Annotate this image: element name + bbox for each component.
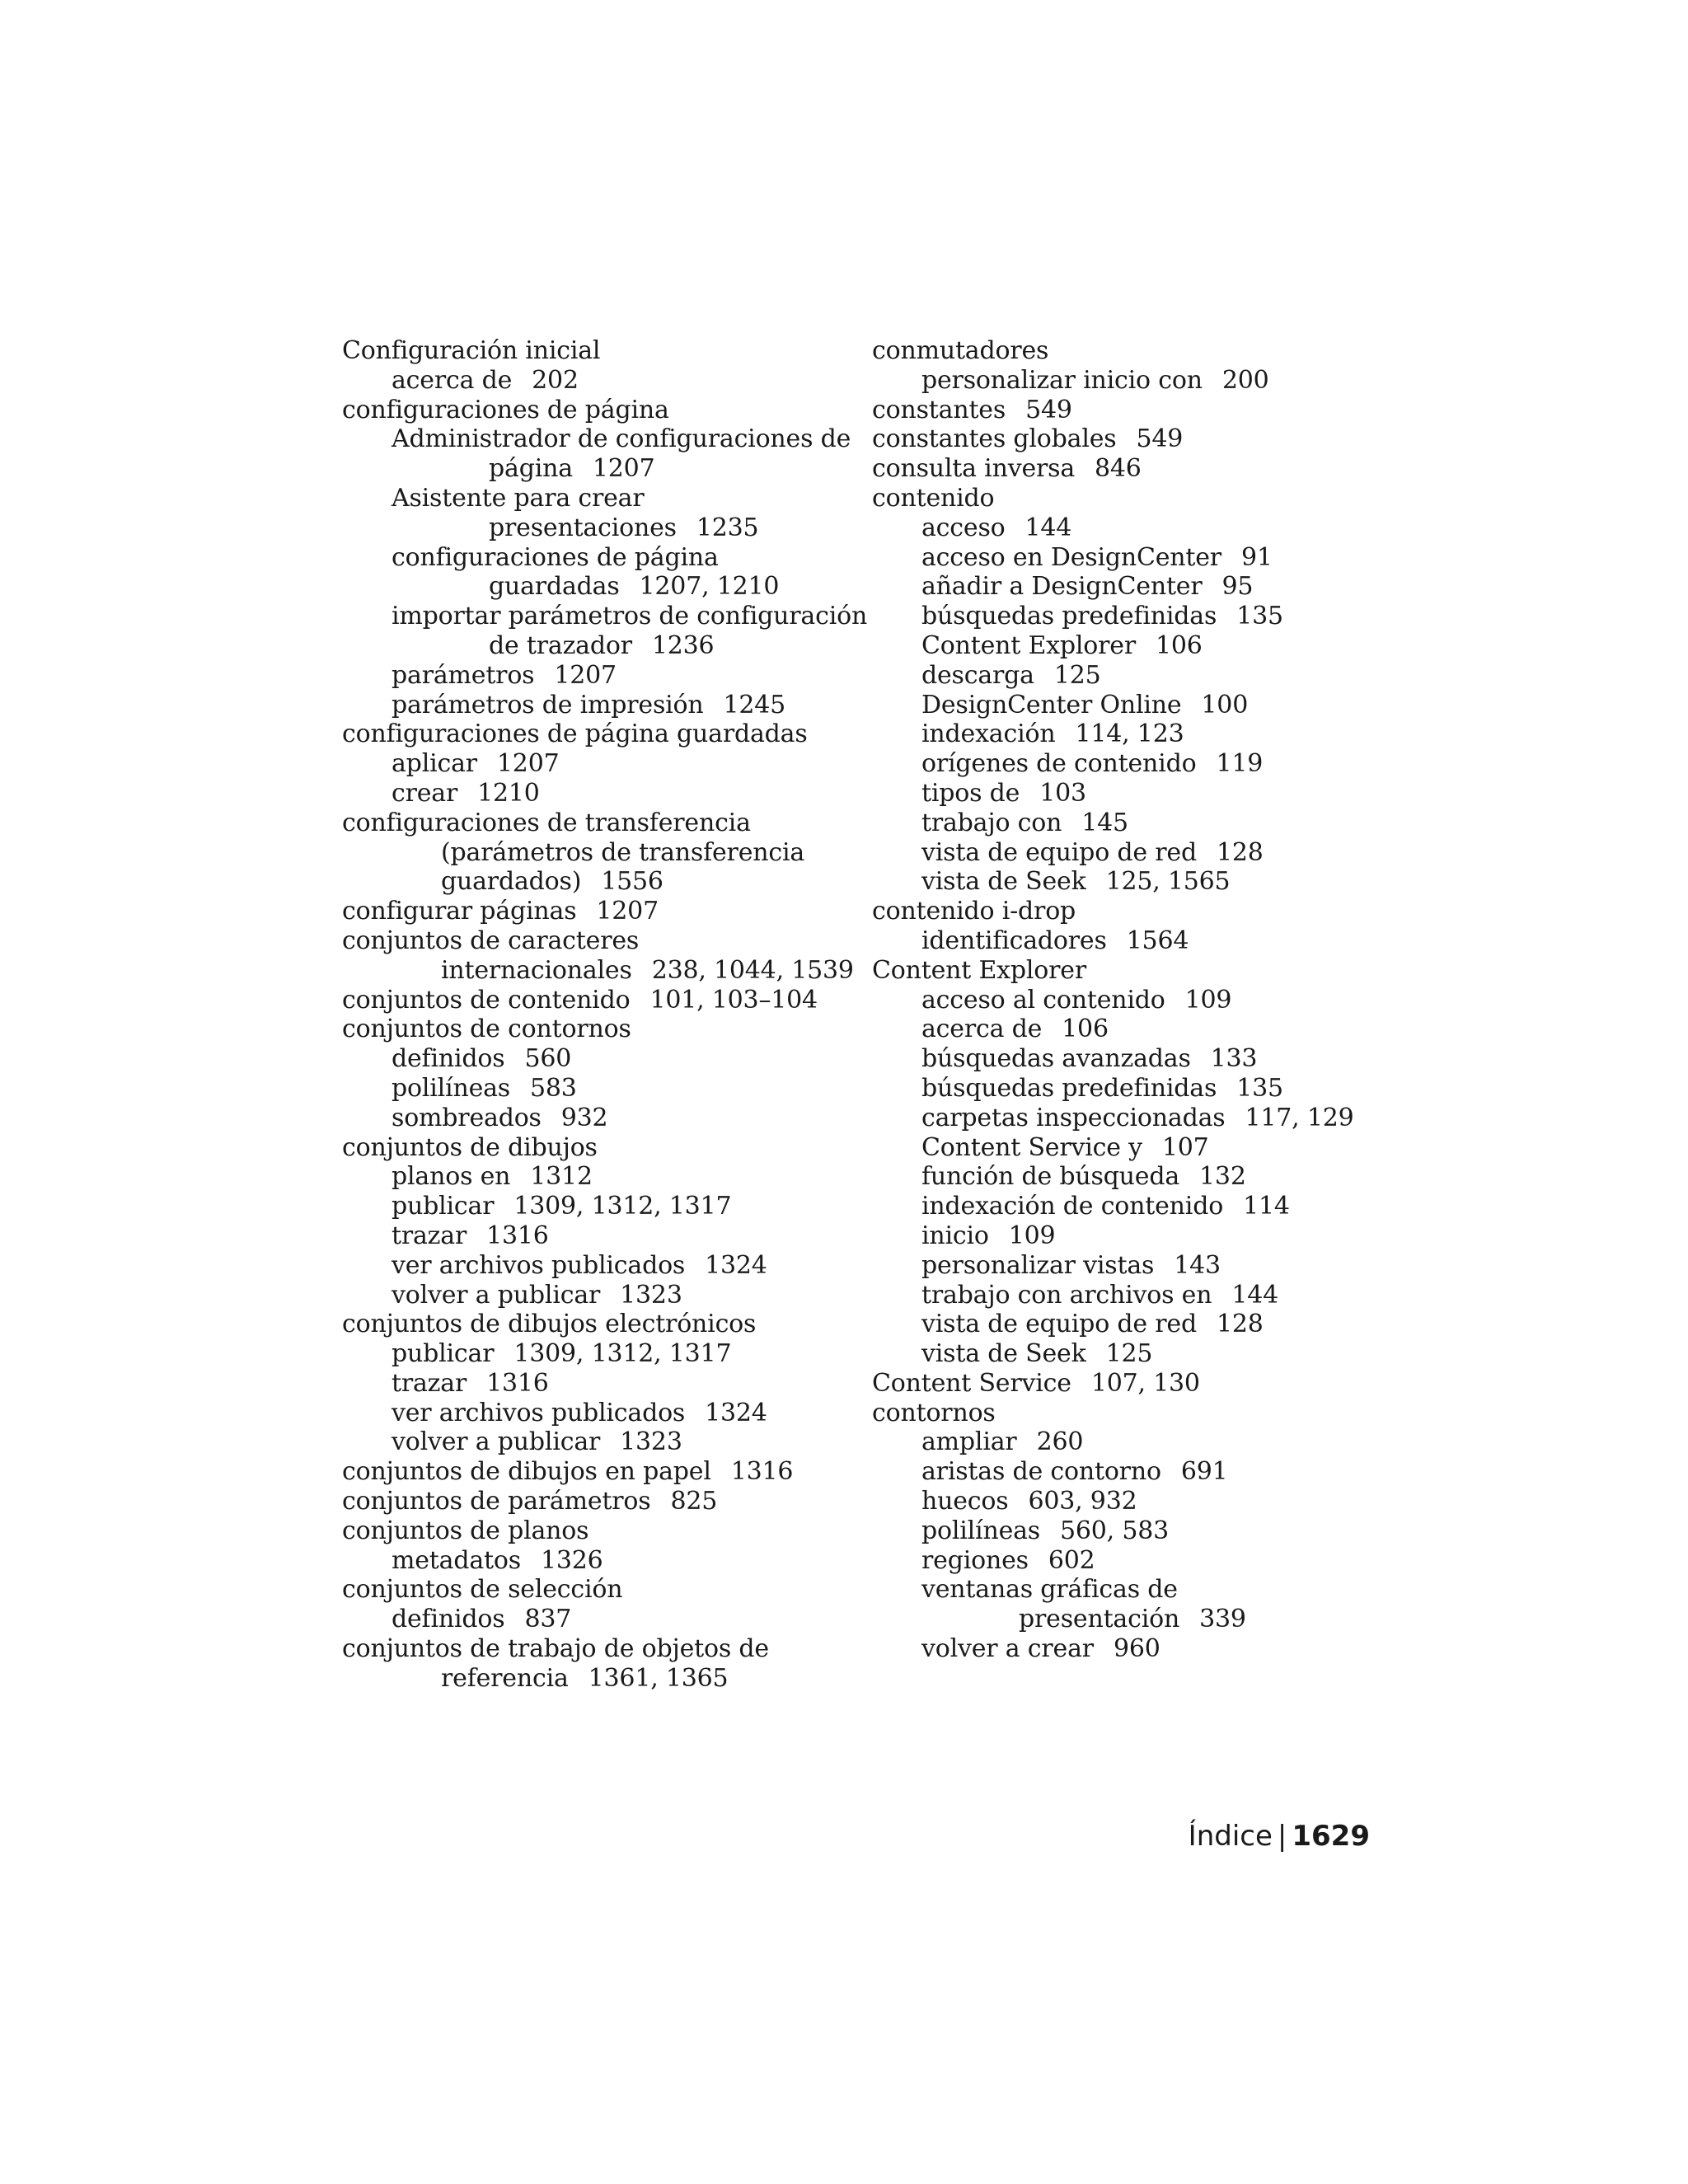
index-entry-pages: 1556: [601, 867, 663, 897]
index-entry-text: Content Service: [872, 1368, 1071, 1398]
index-entry: [872, 631, 1400, 661]
index-entry: [872, 838, 1400, 868]
index-entry-text: regiones: [921, 1545, 1029, 1575]
index-entry-text: presentación: [1019, 1605, 1180, 1634]
index-entry-text: volver a crear: [921, 1634, 1094, 1664]
index-entry-text: crear: [392, 778, 458, 808]
footer-section-label: Índice: [1188, 1820, 1273, 1853]
index-entry-text: vista de Seek: [921, 867, 1086, 897]
index-entry-pages: 125: [1105, 1339, 1153, 1369]
index-entry: [342, 1399, 870, 1428]
index-entry: [872, 661, 1400, 691]
index-entry-text: conjuntos de selección: [342, 1575, 623, 1605]
index-entry-pages: 1316: [730, 1457, 794, 1487]
index-entry: [342, 1339, 870, 1369]
index-entry-pages: 837: [524, 1605, 572, 1634]
index-entry-text: conjuntos de parámetros: [342, 1487, 651, 1516]
index-entry-text: acerca de: [921, 1015, 1043, 1044]
index-entry-text: conjuntos de contornos: [342, 1015, 631, 1044]
index-entry-pages: 960: [1113, 1634, 1160, 1664]
index-entry-text: volver a publicar: [392, 1280, 601, 1310]
index-entry-pages: 144: [1231, 1280, 1279, 1310]
index-entry-pages: 1323: [620, 1280, 682, 1310]
index-entry-pages: 143: [1174, 1250, 1221, 1280]
index-entry-pages: 1207, 1210: [639, 572, 780, 602]
index-entry-text: ver archivos publicados: [392, 1398, 686, 1427]
index-entry-text: búsquedas predefinidas: [921, 602, 1217, 631]
index-entry: [342, 513, 870, 543]
index-entry: [342, 1516, 870, 1546]
index-entry-pages: 846: [1095, 454, 1142, 484]
page-footer: [1189, 1820, 1370, 1853]
index-entry: [872, 1605, 1400, 1634]
index-entry-text: conjuntos de dibujos electrónicos: [342, 1310, 757, 1339]
index-entry-text: ventanas gráficas de: [921, 1575, 1178, 1605]
index-entry-pages: 135: [1236, 1073, 1283, 1103]
index-entry-text: conjuntos de trabajo de objetos de: [342, 1634, 769, 1664]
index-entry: [342, 1310, 870, 1339]
index-entry-pages: 135: [1236, 602, 1283, 631]
index-entry-pages: 101, 103–104: [649, 985, 818, 1015]
index-entry-pages: 103: [1039, 778, 1086, 808]
index-entry: [342, 1044, 870, 1074]
index-entry: [342, 1575, 870, 1605]
index-entry-text: configuraciones de página: [342, 395, 669, 424]
index-entry: [342, 986, 870, 1015]
index-column-right: [872, 336, 1400, 1664]
index-entry-text: orígenes de contenido: [921, 749, 1197, 779]
index-entry-pages: 1564: [1126, 926, 1189, 955]
index-entry-text: volver a publicar: [392, 1427, 601, 1457]
index-entry-pages: 119: [1216, 749, 1264, 779]
index-entry-text: acceso en DesignCenter: [921, 542, 1221, 572]
index-entry-text: definidos: [392, 1044, 505, 1074]
index-entry: [342, 1104, 870, 1133]
index-entry: [342, 396, 870, 425]
index-entry-pages: 1309, 1312, 1317: [513, 1192, 732, 1221]
index-entry-pages: 1312: [530, 1162, 593, 1192]
index-entry: [872, 1221, 1400, 1251]
index-entry: [872, 1310, 1400, 1339]
index-entry-text: contenido i-drop: [872, 897, 1076, 926]
index-entry: [872, 513, 1400, 543]
index-entry-text: indexación de contenido: [921, 1192, 1224, 1221]
index-entry-pages: 109: [1184, 985, 1232, 1015]
index-entry-pages: 691: [1180, 1457, 1228, 1487]
index-entry: [872, 1575, 1400, 1605]
index-entry-text: Content Explorer: [921, 630, 1136, 660]
index-entry: [872, 956, 1400, 986]
index-entry-text: Content Explorer: [872, 955, 1086, 985]
index-entry-text: trazar: [392, 1221, 467, 1250]
index-entry-text: personalizar inicio con: [921, 365, 1203, 395]
index-entry: [342, 926, 870, 956]
index-entry-text: vista de equipo de red: [921, 1310, 1197, 1339]
index-entry: [872, 749, 1400, 779]
index-entry: [342, 749, 870, 779]
index-entry-text: parámetros de impresión: [392, 690, 704, 719]
index-entry-text: huecos: [921, 1487, 1009, 1516]
index-entry-text: referencia: [441, 1663, 569, 1693]
index-entry-pages: 106: [1155, 630, 1203, 660]
index-entry: [342, 1369, 870, 1399]
index-entry: [342, 808, 870, 838]
index-entry-text: polilíneas: [921, 1516, 1041, 1545]
index-entry-pages: 1210: [477, 778, 540, 808]
index-entry-pages: 100: [1201, 690, 1249, 719]
index-entry-text: función de búsqueda: [921, 1162, 1180, 1192]
index-entry: [342, 484, 870, 513]
index-entry: [342, 602, 870, 631]
index-entry-text: conjuntos de contenido: [342, 985, 631, 1015]
index-entry: [872, 1074, 1400, 1104]
footer-page-number: 1629: [1292, 1820, 1370, 1853]
index-entry: [872, 1546, 1400, 1576]
index-entry-text: conjuntos de planos: [342, 1516, 589, 1545]
index-entry: [342, 897, 870, 926]
index-entry-pages: 1236: [651, 630, 715, 660]
index-entry: [342, 572, 870, 602]
index-entry-pages: 128: [1216, 837, 1264, 867]
index-entry-pages: 1323: [620, 1427, 682, 1457]
index-entry: [872, 454, 1400, 484]
index-entry-pages: 260: [1036, 1427, 1084, 1457]
index-entry-text: trazar: [392, 1368, 467, 1398]
index-entry-text: carpetas inspeccionadas: [921, 1103, 1226, 1132]
index-entry-pages: 1207: [554, 660, 617, 690]
index-entry-pages: 109: [1008, 1221, 1056, 1250]
index-entry: [342, 1192, 870, 1221]
index-entry: [872, 808, 1400, 838]
footer-separator: |: [1277, 1820, 1287, 1853]
index-entry-pages: 1361, 1365: [588, 1663, 729, 1693]
index-entry-text: inicio: [921, 1221, 989, 1250]
index-entry-text: añadir a DesignCenter: [921, 572, 1203, 602]
index-entry-text: contenido: [872, 483, 995, 513]
index-entry-text: configurar páginas: [342, 897, 577, 926]
index-entry-pages: 128: [1216, 1310, 1264, 1339]
index-entry-text: constantes: [872, 395, 1006, 424]
index-entry-text: constantes globales: [872, 424, 1117, 454]
index-entry-text: publicar: [392, 1339, 495, 1369]
index-entry: [342, 366, 870, 396]
index-entry-text: Configuración inicial: [342, 336, 601, 365]
index-entry: [872, 1516, 1400, 1546]
index-entry-text: publicar: [392, 1192, 495, 1221]
index-entry-pages: 114: [1243, 1192, 1290, 1221]
index-entry-pages: 1316: [486, 1368, 549, 1398]
index-entry: [342, 1162, 870, 1192]
index-entry-text: acerca de: [392, 365, 513, 395]
index-entry-text: ver archivos publicados: [392, 1250, 686, 1280]
index-entry-text: planos en: [392, 1162, 511, 1192]
index-entry-text: presentaciones: [489, 513, 677, 542]
index-entry: [872, 1133, 1400, 1163]
index-entry-pages: 91: [1240, 542, 1273, 572]
index-entry-pages: 145: [1081, 808, 1128, 837]
index-entry-pages: 202: [532, 365, 579, 395]
index-entry: [342, 661, 870, 691]
index-entry-text: configuraciones de página: [392, 542, 719, 572]
index-entry-text: Administrador de configuraciones de: [392, 424, 851, 454]
index-entry-pages: 1309, 1312, 1317: [513, 1339, 732, 1369]
index-entry-text: importar parámetros de configuración: [392, 602, 868, 631]
index-entry-pages: 932: [560, 1103, 608, 1132]
index-entry-pages: 200: [1221, 365, 1269, 395]
index-entry-pages: 602: [1048, 1545, 1095, 1575]
index-entry-text: aristas de contorno: [921, 1457, 1161, 1487]
index-entry: [872, 1192, 1400, 1221]
index-entry-pages: 144: [1025, 513, 1072, 542]
index-entry: [872, 867, 1400, 897]
index-entry: [872, 396, 1400, 425]
index-entry: [872, 424, 1400, 454]
index-entry: [872, 1281, 1400, 1310]
index-entry-text: búsquedas avanzadas: [921, 1044, 1191, 1074]
index-entry-text: ampliar: [921, 1427, 1017, 1457]
index-entry-text: descarga: [921, 660, 1034, 690]
index-entry-text: configuraciones de página guardadas: [342, 719, 808, 749]
index-entry: [342, 1015, 870, 1044]
index-entry-text: trabajo con archivos en: [921, 1280, 1212, 1310]
index-entry: [342, 336, 870, 366]
index-entry: [872, 1487, 1400, 1516]
index-entry-text: Asistente para crear: [392, 483, 645, 513]
index-entry-text: definidos: [392, 1605, 505, 1634]
index-entry-pages: 114, 123: [1075, 719, 1184, 749]
index-column-left: [342, 336, 870, 1694]
index-entry-text: trabajo con: [921, 808, 1062, 837]
index-entry-pages: 1207: [592, 454, 655, 484]
index-entry-text: internacionales: [441, 955, 632, 985]
index-entry-text: (parámetros de transferencia: [441, 837, 805, 867]
index-entry: [872, 1162, 1400, 1192]
index-entry-pages: 1207: [496, 749, 560, 779]
index-entry-text: parámetros: [392, 660, 535, 690]
index-entry-pages: 95: [1221, 572, 1254, 602]
index-entry-text: vista de Seek: [921, 1339, 1086, 1369]
index-entry: [342, 691, 870, 720]
index-entry-text: acceso: [921, 513, 1006, 542]
index-entry-text: identificadores: [921, 926, 1107, 955]
index-entry-text: contornos: [872, 1398, 996, 1427]
index-entry-pages: 1316: [486, 1221, 549, 1250]
index-entry-text: tipos de: [921, 778, 1020, 808]
index-entry: [872, 484, 1400, 513]
index-entry-pages: 125: [1053, 660, 1101, 690]
index-entry: [872, 1251, 1400, 1281]
index-entry: [872, 336, 1400, 366]
index-entry-text: de trazador: [489, 630, 632, 660]
index-entry-text: conjuntos de caracteres: [342, 926, 640, 955]
index-entry-text: búsquedas predefinidas: [921, 1073, 1217, 1103]
index-entry: [872, 1399, 1400, 1428]
index-entry: [342, 1634, 870, 1664]
index-entry-text: conjuntos de dibujos: [342, 1132, 598, 1162]
index-entry-pages: 1235: [696, 513, 759, 542]
index-entry: [872, 572, 1400, 602]
index-entry: [342, 424, 870, 454]
index-entry: [342, 1221, 870, 1251]
index-entry-text: DesignCenter Online: [921, 690, 1182, 719]
index-entry: [342, 1457, 870, 1487]
index-entry-pages: 825: [670, 1487, 718, 1516]
index-entry-pages: 107: [1161, 1132, 1209, 1162]
index-entry: [872, 602, 1400, 631]
index-entry-pages: 1207: [596, 897, 659, 926]
index-entry-pages: 1245: [723, 690, 786, 719]
index-entry: [872, 1634, 1400, 1664]
index-entry: [872, 719, 1400, 749]
index-entry: [872, 691, 1400, 720]
index-entry-pages: 106: [1062, 1015, 1109, 1044]
index-entry-text: conjuntos de dibujos en papel: [342, 1457, 711, 1487]
index-entry-pages: 1324: [705, 1398, 767, 1427]
index-entry: [872, 1457, 1400, 1487]
index-entry: [342, 1605, 870, 1634]
index-entry-text: vista de equipo de red: [921, 837, 1197, 867]
index-entry-pages: 107, 130: [1090, 1368, 1200, 1398]
index-entry-pages: 583: [530, 1073, 577, 1103]
index-entry: [872, 543, 1400, 573]
index-entry-pages: 560: [524, 1044, 572, 1074]
index-entry: [872, 1427, 1400, 1457]
index-entry: [872, 1339, 1400, 1369]
index-entry-pages: 133: [1210, 1044, 1258, 1074]
index-entry-text: sombreados: [392, 1103, 542, 1132]
index-entry: [872, 897, 1400, 926]
index-entry: [872, 1044, 1400, 1074]
index-entry: [872, 1015, 1400, 1044]
index-entry-pages: 549: [1136, 424, 1184, 454]
index-entry-pages: 117, 129: [1245, 1103, 1354, 1132]
index-entry-text: Content Service y: [921, 1132, 1142, 1162]
index-entry: [342, 867, 870, 897]
index-entry: [342, 1487, 870, 1516]
index-entry-text: metadatos: [392, 1545, 521, 1575]
index-entry-text: aplicar: [392, 749, 477, 779]
index-entry: [342, 1133, 870, 1163]
index-entry: [342, 1664, 870, 1694]
index-entry: [342, 454, 870, 484]
index-entry: [342, 838, 870, 868]
index-entry: [872, 1104, 1400, 1133]
index-entry-pages: 603, 932: [1028, 1487, 1137, 1516]
index-entry-text: conmutadores: [872, 336, 1049, 365]
index-entry: [872, 1369, 1400, 1399]
index-entry-pages: 1324: [705, 1250, 767, 1280]
index-entry-text: personalizar vistas: [921, 1250, 1155, 1280]
index-entry: [872, 779, 1400, 808]
index-entry-text: configuraciones de transferencia: [342, 808, 751, 837]
index-entry: [342, 1074, 870, 1104]
index-entry-pages: 1326: [540, 1545, 603, 1575]
index-entry-pages: 132: [1199, 1162, 1246, 1192]
index-entry-text: guardadas: [489, 572, 620, 602]
index-entry-text: guardados): [441, 867, 582, 897]
index-entry-text: página: [489, 454, 573, 484]
index-entry: [342, 631, 870, 661]
index-entry: [872, 926, 1400, 956]
index-entry: [872, 986, 1400, 1015]
index-entry: [872, 366, 1400, 396]
index-entry: [342, 1546, 870, 1576]
index-entry-pages: 125, 1565: [1105, 867, 1231, 897]
index-entry: [342, 543, 870, 573]
index-entry-text: acceso al contenido: [921, 985, 1165, 1015]
index-entry: [342, 956, 870, 986]
index-entry: [342, 1281, 870, 1310]
index-entry: [342, 719, 870, 749]
index-entry-text: consulta inversa: [872, 454, 1076, 484]
index-entry-pages: 238, 1044, 1539: [651, 955, 854, 985]
index-entry-pages: 339: [1199, 1605, 1246, 1634]
index-entry-pages: 549: [1025, 395, 1072, 424]
index-entry-pages: 560, 583: [1060, 1516, 1170, 1545]
index-entry-text: polilíneas: [392, 1073, 511, 1103]
index-entry: [342, 1251, 870, 1281]
index-entry: [342, 1427, 870, 1457]
index-entry-text: indexación: [921, 719, 1056, 749]
index-entry: [342, 779, 870, 808]
